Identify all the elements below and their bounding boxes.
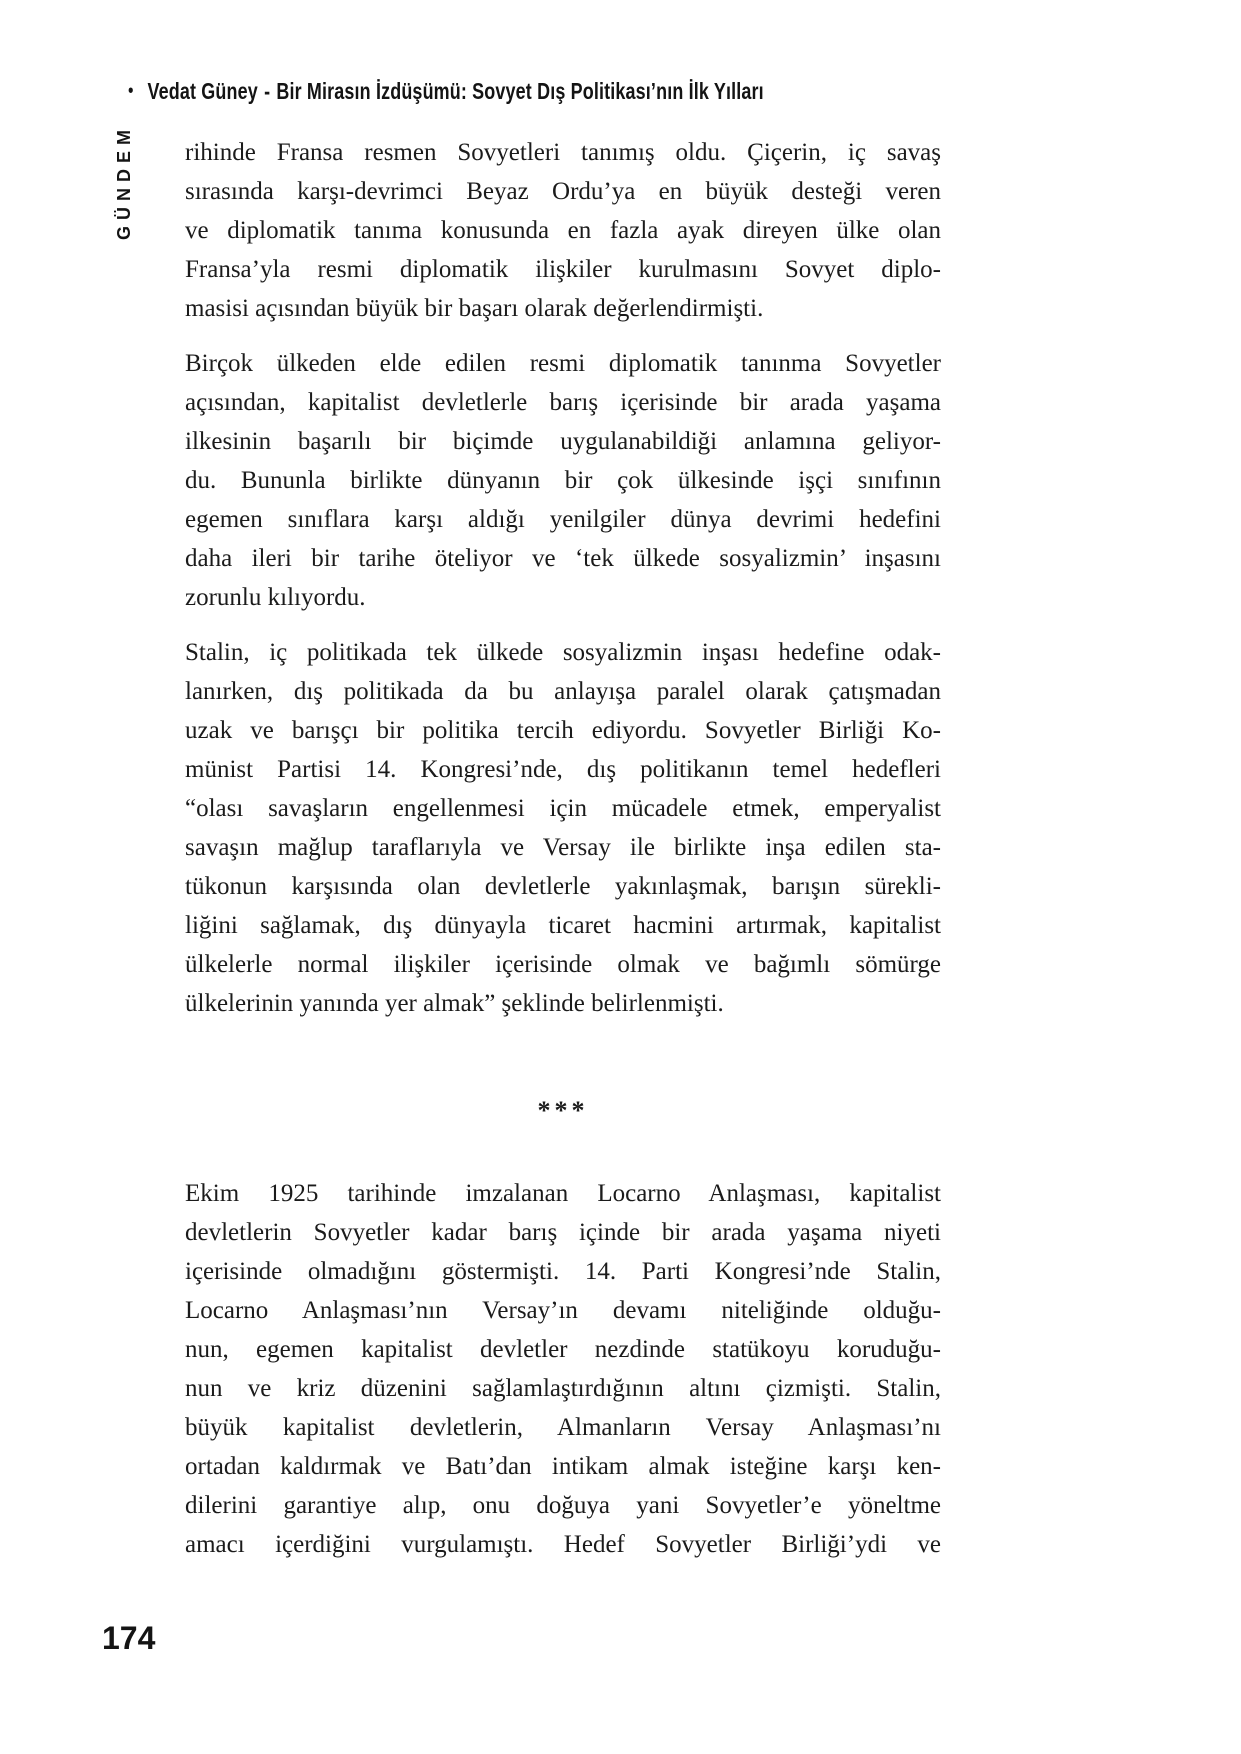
text-line: savaşın mağlup taraflarıyla ve Versay ile birlikte inşa edilen sta- xyxy=(185,834,941,861)
text-line: devletlerin Sovyetler kadar barış içinde bir arada yaşama niyeti xyxy=(185,1219,941,1246)
text-line: daha ileri bir tarihe öteliyor ve ‘tek ülkede sosyalizmin’ inşasını xyxy=(185,545,941,572)
paragraph-2 xyxy=(185,344,941,617)
text-line: amacı içerdiğini vurgulamıştı. Hedef Sovyetler Birliği’ydi ve xyxy=(185,1531,941,1558)
section-break-stars: *** xyxy=(537,1096,589,1125)
page-content xyxy=(185,133,941,1580)
text-line: açısından, kapitalist devletlerle barış içerisinde bir arada yaşama xyxy=(185,389,941,416)
paragraph-3 xyxy=(185,633,941,1023)
header-article-title: Bir Mirasın İzdüşümü: Sovyet Dış Politikası’nın İlk Yılları xyxy=(276,78,764,104)
text-line: uzak ve barışçı bir politika tercih ediyordu. Sovyetler Birliği Ko- xyxy=(185,717,941,744)
text-line: “olası savaşların engellenmesi için mücadele etmek, emperyalist xyxy=(185,795,941,822)
text-line: büyük kapitalist devletlerin, Almanların Versay Anlaşması’nı xyxy=(185,1414,941,1441)
running-header xyxy=(128,78,764,105)
text-line: nun, egemen kapitalist devletler nezdinde statükoyu koruduğu- xyxy=(185,1336,941,1363)
page-number: 174 xyxy=(102,1620,156,1656)
text-line: ilkesinin başarılı bir biçimde uygulanabildiği anlamına geliyor- xyxy=(185,428,941,455)
text-line: münist Partisi 14. Kongresi’nde, dış politikanın temel hedefleri xyxy=(185,756,941,783)
text-line: ülkelerinin yanında yer almak” şeklinde belirlenmişti. xyxy=(185,990,724,1017)
text-line: rihinde Fransa resmen Sovyetleri tanımış oldu. Çiçerin, iç savaş xyxy=(185,139,941,166)
text-line: sırasında karşı-devrimci Beyaz Ordu’ya en büyük desteği veren xyxy=(185,178,941,205)
text-line: içerisinde olmadığını göstermişti. 14. Parti Kongresi’nde Stalin, xyxy=(185,1258,941,1285)
paragraph-4 xyxy=(185,1174,941,1564)
header-dash: - xyxy=(264,78,271,104)
text-line: Birçok ülkeden elde edilen resmi diplomatik tanınma Sovyetler xyxy=(185,350,941,377)
section-label-gundem: GÜNDEM xyxy=(114,124,134,240)
text-line: ülkelerle normal ilişkiler içerisinde olmak ve bağımlı sömürge xyxy=(185,951,941,978)
text-line: nun ve kriz düzenini sağlamlaştırdığının altını çizmişti. Stalin, xyxy=(185,1375,941,1402)
header-bullet-icon: • xyxy=(128,80,134,102)
text-line: egemen sınıflara karşı aldığı yenilgiler dünya devrimi hedefini xyxy=(185,506,941,533)
text-line: Ekim 1925 tarihinde imzalanan Locarno Anlaşması, kapitalist xyxy=(185,1180,941,1207)
text-line: Fransa’yla resmi diplomatik ilişkiler kurulmasını Sovyet diplo- xyxy=(185,256,941,283)
text-line: masisi açısından büyük bir başarı olarak değerlendirmişti. xyxy=(185,295,764,322)
paragraph-1 xyxy=(185,133,941,328)
text-line: liğini sağlamak, dış dünyayla ticaret hacmini artırmak, kapitalist xyxy=(185,912,941,939)
text-line: zorunlu kılıyordu. xyxy=(185,584,366,611)
text-line: du. Bununla birlikte dünyanın bir çok ülkesinde işçi sınıfının xyxy=(185,467,941,494)
text-line: tükonun karşısında olan devletlerle yakınlaşmak, barışın sürekli- xyxy=(185,873,941,900)
text-line: Stalin, iç politikada tek ülkede sosyalizmin inşası hedefine odak- xyxy=(185,639,941,666)
text-line: ve diplomatik tanıma konusunda en fazla ayak direyen ülke olan xyxy=(185,217,941,244)
text-line: lanırken, dış politikada da bu anlayışa paralel olarak çatışmadan xyxy=(185,678,941,705)
text-line: Locarno Anlaşması’nın Versay’ın devamı niteliğinde olduğu- xyxy=(185,1297,941,1324)
text-line: dilerini garantiye alıp, onu doğuya yani Sovyetler’e yöneltme xyxy=(185,1492,941,1519)
text-line: ortadan kaldırmak ve Batı’dan intikam almak isteğine karşı ken- xyxy=(185,1453,941,1480)
header-author: Vedat Güney xyxy=(147,78,258,104)
